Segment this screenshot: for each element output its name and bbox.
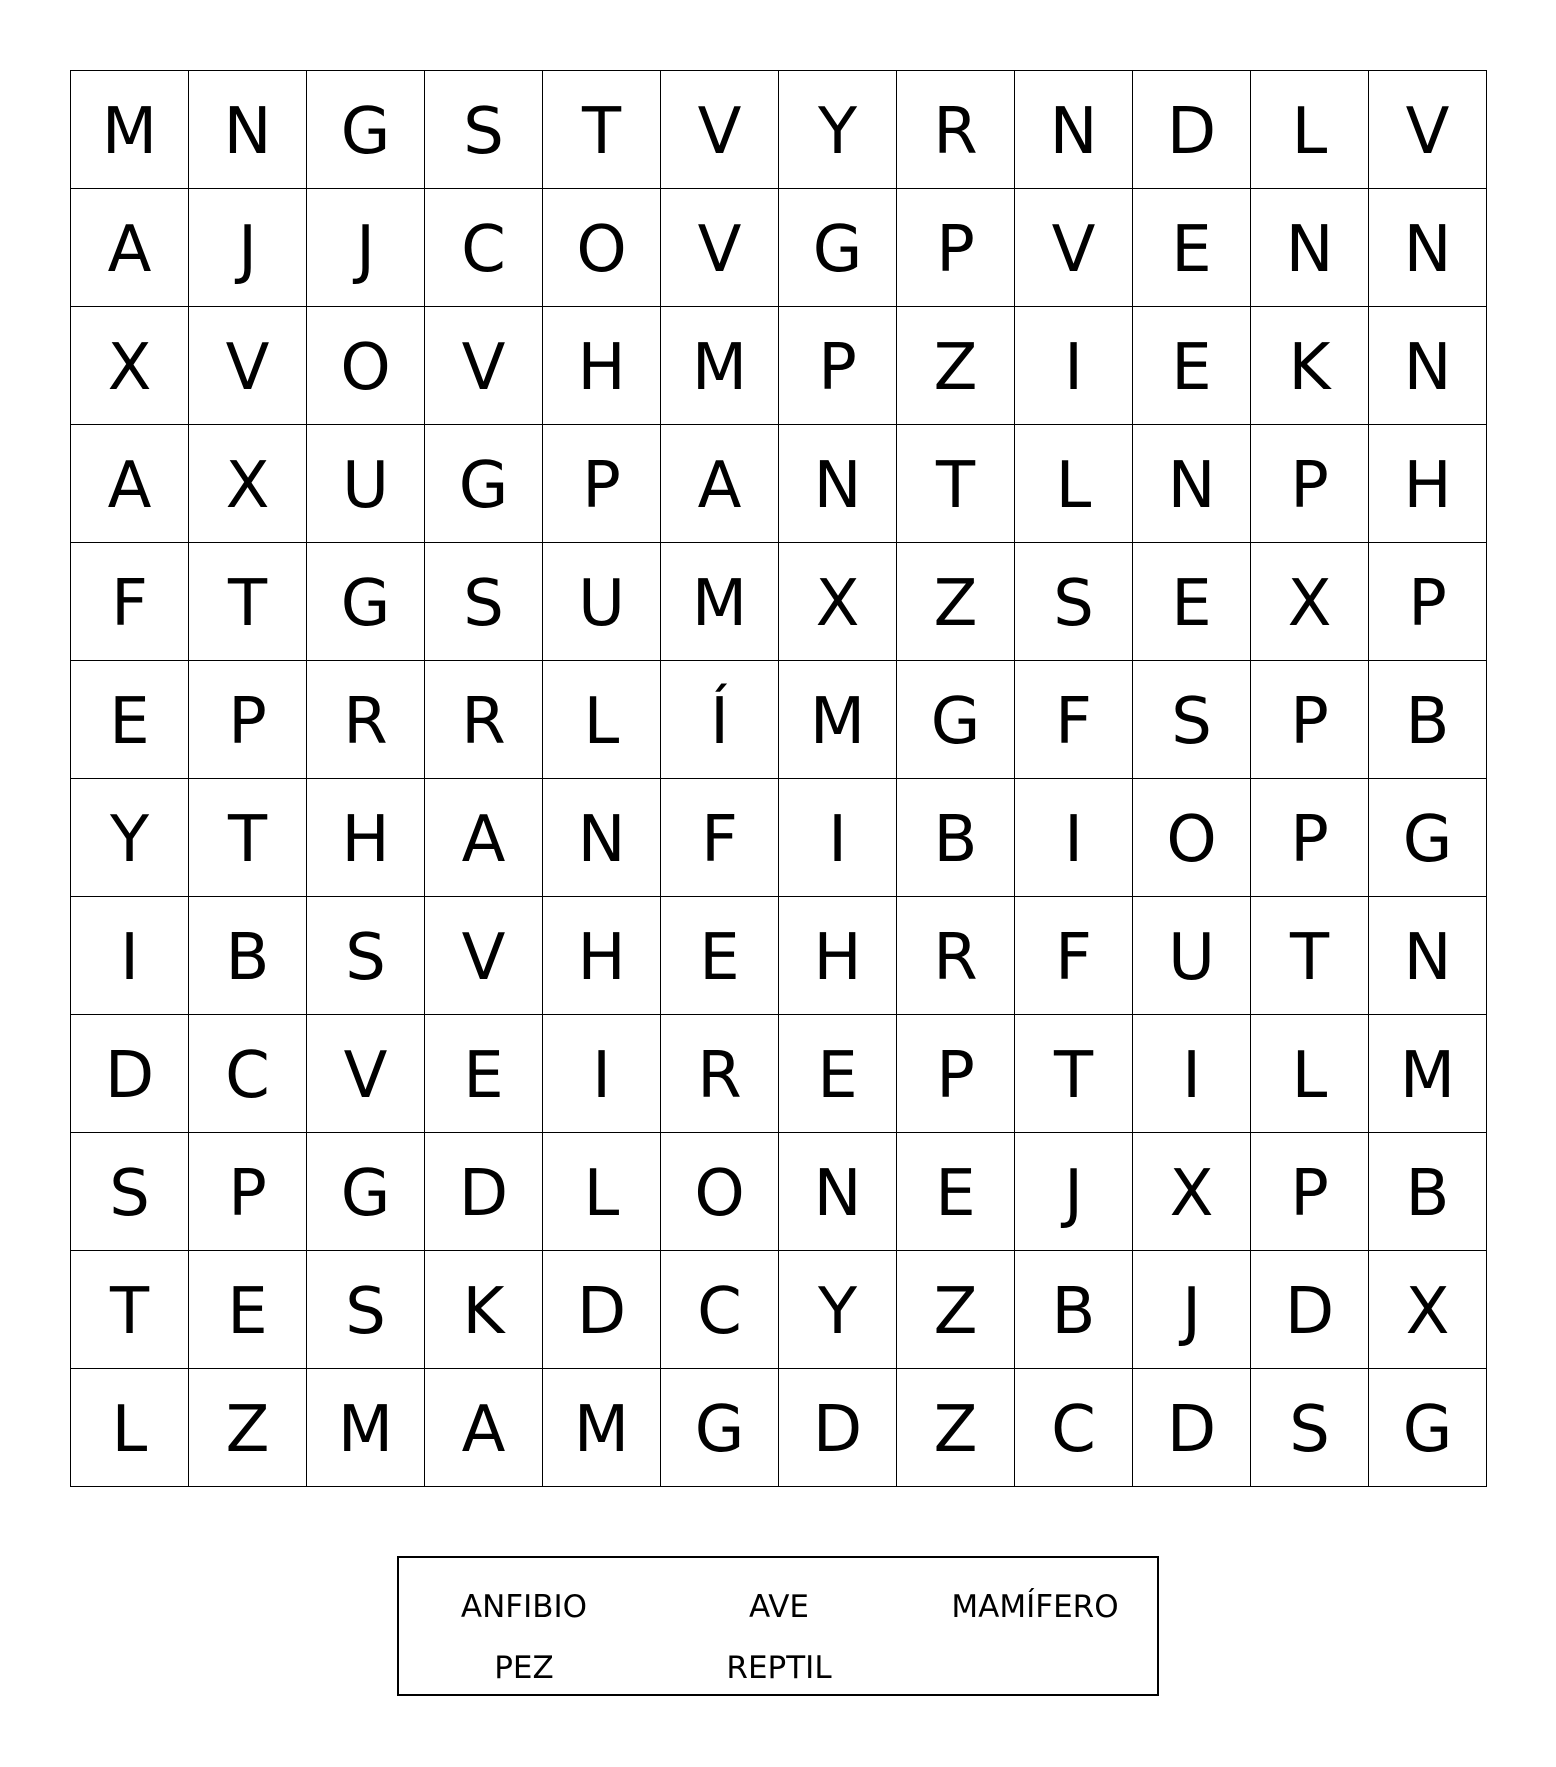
grid-cell[interactable]: T <box>897 425 1015 543</box>
grid-cell[interactable]: G <box>307 543 425 661</box>
grid-cell[interactable]: E <box>71 661 189 779</box>
grid-cell[interactable]: K <box>1251 307 1369 425</box>
grid-cell[interactable]: N <box>189 71 307 189</box>
grid-cell[interactable]: D <box>1133 1369 1251 1487</box>
grid-cell[interactable]: N <box>1369 189 1487 307</box>
grid-cell[interactable]: P <box>189 1133 307 1251</box>
grid-cell[interactable]: V <box>1369 71 1487 189</box>
grid-cell[interactable]: F <box>1015 897 1133 1015</box>
grid-cell[interactable]: V <box>425 897 543 1015</box>
grid-cell[interactable]: G <box>1369 1369 1487 1487</box>
grid-cell[interactable]: G <box>897 661 1015 779</box>
grid-cell[interactable]: B <box>1015 1251 1133 1369</box>
grid-cell[interactable]: U <box>1133 897 1251 1015</box>
grid-cell[interactable]: V <box>425 307 543 425</box>
grid-cell[interactable]: Y <box>779 1251 897 1369</box>
grid-cell[interactable]: I <box>1015 779 1133 897</box>
grid-cell[interactable]: S <box>425 71 543 189</box>
grid-cell[interactable]: P <box>1251 661 1369 779</box>
grid-cell[interactable]: G <box>1369 779 1487 897</box>
grid-cell[interactable]: O <box>307 307 425 425</box>
grid-cell[interactable]: L <box>1015 425 1133 543</box>
grid-cell[interactable]: E <box>189 1251 307 1369</box>
grid-cell[interactable]: S <box>425 543 543 661</box>
grid-cell[interactable]: L <box>71 1369 189 1487</box>
grid-cell[interactable]: R <box>307 661 425 779</box>
grid-cell[interactable]: G <box>425 425 543 543</box>
grid-cell[interactable]: E <box>425 1015 543 1133</box>
grid-cell[interactable]: V <box>661 189 779 307</box>
grid-cell[interactable]: U <box>543 543 661 661</box>
grid-cell[interactable]: D <box>1133 71 1251 189</box>
grid-cell[interactable]: V <box>1015 189 1133 307</box>
grid-cell[interactable]: S <box>1251 1369 1369 1487</box>
grid-cell[interactable]: P <box>897 189 1015 307</box>
grid-cell[interactable]: J <box>1133 1251 1251 1369</box>
grid-cell[interactable]: C <box>425 189 543 307</box>
grid-cell[interactable]: C <box>661 1251 779 1369</box>
grid-cell[interactable]: X <box>1251 543 1369 661</box>
grid-cell[interactable]: I <box>543 1015 661 1133</box>
grid-cell[interactable]: I <box>1015 307 1133 425</box>
grid-cell[interactable]: R <box>661 1015 779 1133</box>
grid-cell[interactable]: Y <box>779 71 897 189</box>
grid-cell[interactable]: M <box>543 1369 661 1487</box>
grid-cell[interactable]: I <box>1133 1015 1251 1133</box>
word-item: MAMÍFERO <box>951 1589 1119 1625</box>
word-item: ANFIBIO <box>460 1589 588 1625</box>
grid-cell[interactable]: N <box>779 425 897 543</box>
grid-cell[interactable]: T <box>1251 897 1369 1015</box>
grid-cell[interactable]: S <box>307 1251 425 1369</box>
grid-cell[interactable]: S <box>1133 661 1251 779</box>
grid-cell[interactable]: M <box>661 307 779 425</box>
grid-cell[interactable]: B <box>1369 1133 1487 1251</box>
grid-cell[interactable]: O <box>543 189 661 307</box>
grid-cell[interactable]: E <box>661 897 779 1015</box>
grid-cell[interactable]: M <box>307 1369 425 1487</box>
grid-cell[interactable]: T <box>543 71 661 189</box>
grid-cell[interactable]: H <box>543 307 661 425</box>
word-list <box>397 1556 1159 1696</box>
grid-cell[interactable]: A <box>425 779 543 897</box>
grid-cell[interactable]: E <box>1133 543 1251 661</box>
grid-cell[interactable]: A <box>425 1369 543 1487</box>
grid-cell[interactable]: G <box>307 1133 425 1251</box>
grid-cell[interactable]: E <box>1133 189 1251 307</box>
grid-cell[interactable]: S <box>307 897 425 1015</box>
grid-cell[interactable]: L <box>1251 71 1369 189</box>
grid-cell[interactable]: P <box>543 425 661 543</box>
grid-cell[interactable]: C <box>1015 1369 1133 1487</box>
grid-cell[interactable]: N <box>1369 307 1487 425</box>
grid-cell[interactable]: E <box>897 1133 1015 1251</box>
grid-cell[interactable]: O <box>661 1133 779 1251</box>
grid-cell[interactable]: L <box>543 1133 661 1251</box>
grid-cell[interactable]: T <box>71 1251 189 1369</box>
grid-cell[interactable]: M <box>1369 1015 1487 1133</box>
grid-cell[interactable]: I <box>779 779 897 897</box>
grid-cell[interactable]: D <box>543 1251 661 1369</box>
grid-cell[interactable]: P <box>189 661 307 779</box>
grid-cell[interactable]: X <box>1369 1251 1487 1369</box>
grid-cell[interactable]: N <box>1369 897 1487 1015</box>
grid-cell[interactable]: D <box>425 1133 543 1251</box>
grid-cell[interactable]: N <box>1133 425 1251 543</box>
grid-cell[interactable]: M <box>71 71 189 189</box>
word-item: REPTIL <box>726 1650 832 1686</box>
grid-cell[interactable]: N <box>779 1133 897 1251</box>
grid-cell[interactable]: M <box>779 661 897 779</box>
grid-cell[interactable]: Í <box>661 661 779 779</box>
grid-cell[interactable]: N <box>543 779 661 897</box>
grid-cell[interactable]: T <box>189 543 307 661</box>
grid-cell[interactable]: L <box>1251 1015 1369 1133</box>
grid-cell[interactable]: T <box>1015 1015 1133 1133</box>
grid-cell[interactable]: A <box>661 425 779 543</box>
grid-cell[interactable]: A <box>71 189 189 307</box>
grid-cell[interactable]: J <box>307 189 425 307</box>
grid-cell[interactable]: G <box>307 71 425 189</box>
word-item: PEZ <box>494 1650 554 1686</box>
grid-cell[interactable]: X <box>1133 1133 1251 1251</box>
grid-cell[interactable]: I <box>71 897 189 1015</box>
grid-cell[interactable]: P <box>1369 543 1487 661</box>
grid-cell[interactable]: G <box>661 1369 779 1487</box>
grid-cell[interactable]: J <box>1015 1133 1133 1251</box>
grid-cell[interactable]: H <box>779 897 897 1015</box>
grid-cell[interactable]: X <box>189 425 307 543</box>
grid-cell[interactable]: M <box>661 543 779 661</box>
grid-cell[interactable]: E <box>779 1015 897 1133</box>
grid-cell[interactable]: Z <box>897 543 1015 661</box>
grid-cell[interactable]: U <box>307 425 425 543</box>
grid-cell[interactable]: S <box>1015 543 1133 661</box>
grid-cell[interactable]: Y <box>71 779 189 897</box>
grid-cell[interactable]: V <box>189 307 307 425</box>
grid-cell[interactable]: D <box>1251 1251 1369 1369</box>
grid-cell[interactable]: B <box>189 897 307 1015</box>
grid-cell[interactable]: J <box>189 189 307 307</box>
grid-cell[interactable]: V <box>307 1015 425 1133</box>
word-item: AVE <box>748 1589 810 1625</box>
grid-cell[interactable]: R <box>897 897 1015 1015</box>
grid-cell[interactable]: D <box>71 1015 189 1133</box>
grid-cell[interactable]: C <box>189 1015 307 1133</box>
grid-cell[interactable]: Z <box>897 1369 1015 1487</box>
grid-cell[interactable]: H <box>543 897 661 1015</box>
grid-cell[interactable]: V <box>661 71 779 189</box>
grid-cell[interactable]: Z <box>189 1369 307 1487</box>
grid-cell[interactable]: R <box>897 71 1015 189</box>
grid-cell[interactable]: S <box>71 1133 189 1251</box>
grid-cell[interactable]: N <box>1015 71 1133 189</box>
grid-cell[interactable]: F <box>661 779 779 897</box>
grid-cell[interactable]: X <box>71 307 189 425</box>
grid-cell[interactable]: P <box>1251 779 1369 897</box>
grid-cell[interactable]: P <box>779 307 897 425</box>
grid-cell[interactable]: F <box>1015 661 1133 779</box>
grid-cell[interactable]: F <box>71 543 189 661</box>
grid-cell[interactable]: Z <box>897 307 1015 425</box>
grid-cell[interactable]: D <box>779 1369 897 1487</box>
letter-grid <box>70 70 1487 1487</box>
grid-cell[interactable]: T <box>189 779 307 897</box>
grid-cell[interactable]: R <box>425 661 543 779</box>
grid-cell[interactable]: P <box>1251 1133 1369 1251</box>
grid-cell[interactable]: B <box>1369 661 1487 779</box>
grid-cell[interactable]: O <box>1133 779 1251 897</box>
grid-cell[interactable]: H <box>1369 425 1487 543</box>
grid-cell[interactable]: Z <box>897 1251 1015 1369</box>
grid-cell[interactable]: A <box>71 425 189 543</box>
grid-cell[interactable]: L <box>543 661 661 779</box>
grid-cell[interactable]: G <box>779 189 897 307</box>
grid-cell[interactable]: N <box>1251 189 1369 307</box>
grid-cell[interactable]: X <box>779 543 897 661</box>
grid-cell[interactable]: E <box>1133 307 1251 425</box>
grid-cell[interactable]: P <box>897 1015 1015 1133</box>
grid-cell[interactable]: P <box>1251 425 1369 543</box>
grid-cell[interactable]: K <box>425 1251 543 1369</box>
grid-cell[interactable]: B <box>897 779 1015 897</box>
grid-cell[interactable]: H <box>307 779 425 897</box>
